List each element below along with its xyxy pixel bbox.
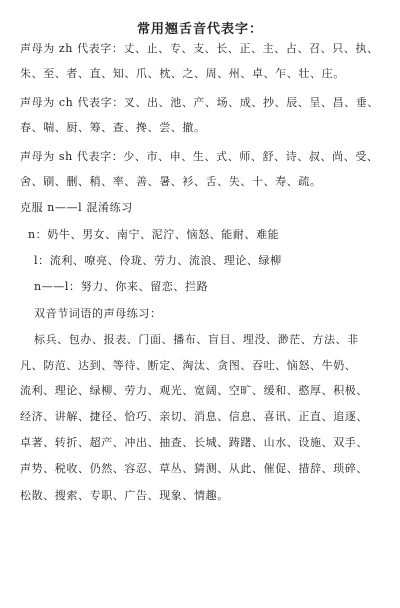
shuang-heading: 双音节词语的声母练习： <box>34 307 162 320</box>
n-practice-line: n：奶牛、男女、南宁、泥泞、恼怒、能耐、难能 <box>28 228 280 241</box>
nl-heading: 克服 n——l 混淆练习 <box>20 201 133 214</box>
words-line-7: 松散、搜索、专职、广告、现象、情趣。 <box>20 489 229 502</box>
nl-practice-line: n——l：努力、你来、留恋、拦路 <box>34 280 209 293</box>
ch-line-1: 声母为 ch 代表字：叉、出、池、产、场、成、抄、辰、呈、昌、垂、 <box>20 96 380 109</box>
sh-line-2: 舍、刷、删、稍、率、善、暑、衫、舌、失、十、寿、疏。 <box>20 175 322 188</box>
zh-line-1: 声母为 zh 代表字：丈、止、专、支、长、正、主、占、召、只、执、 <box>20 42 379 55</box>
words-line-4: 经济、讲解、捷径、恰巧、亲切、消息、信息、喜讯、正直、追逐、 <box>20 410 368 423</box>
sh-line-1: 声母为 sh 代表字：少、市、申、生、式、师、舒、诗、叔、尚、受、 <box>20 150 379 163</box>
words-line-1: 标兵、包办、报表、门面、播布、盲目、埋没、渺茫、方法、非 <box>34 333 359 346</box>
words-line-3: 流利、理论、绿柳、劳力、观光、宽阔、空旷、缓和、憨厚、积极、 <box>20 384 368 397</box>
words-line-2: 凡、防范、达到、等待、断定、淘汰、贪图、吞吐、恼怒、牛奶、 <box>20 359 357 372</box>
zh-line-2: 朱、至、者、直、知、爪、枕、之、周、州、卓、乍、壮、庄。 <box>20 67 345 80</box>
words-line-6: 声势、税收、仍然、容忍、草丛、猜测、从此、催促、措辞、琐碎、 <box>20 462 368 475</box>
l-practice-line: l：流利、嘹亮、伶珑、劳力、流浪、理论、绿柳 <box>34 254 282 267</box>
ch-line-2: 春、喘、厨、筹、查、搀、尝、撤。 <box>20 121 206 134</box>
words-line-5: 卓著、转折、超产、冲出、抽查、长城、踌躇、山水、设施、双手、 <box>20 436 368 449</box>
page-title: 常用翘舌音代表字： <box>136 22 263 37</box>
